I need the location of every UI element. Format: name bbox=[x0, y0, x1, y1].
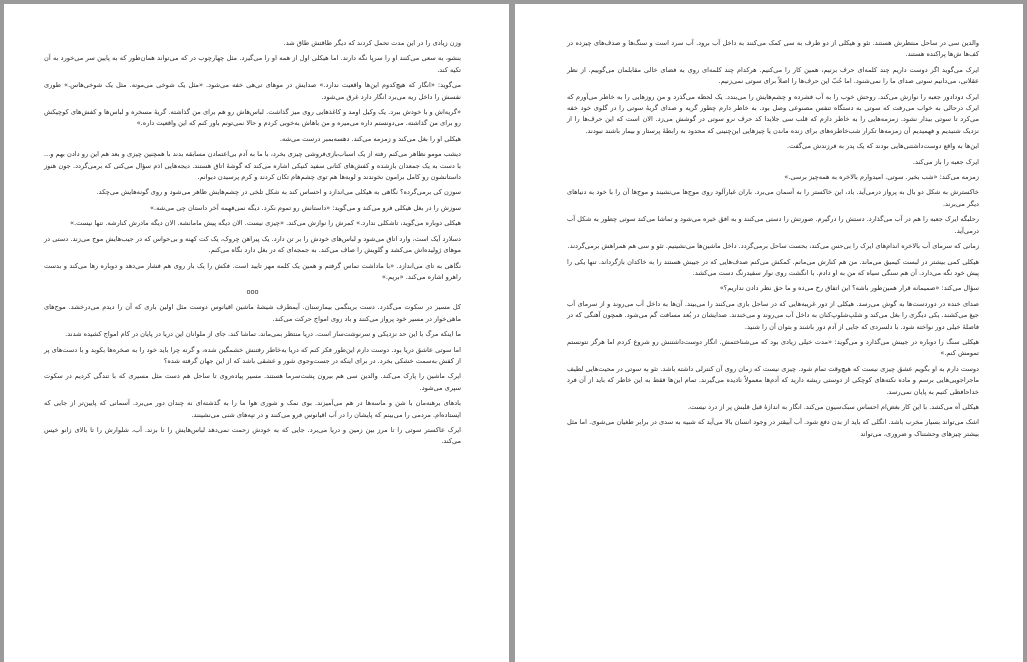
right-paragraph-13: هیکلی سنگ را دوباره در جیبش می‌گذارد و می‌گوید: «مدت خیلی زیادی بود که می‌شناختمش. انگار دوست‌داشتنش رو شروع کردم اما هرگز نتونستم تمومش کنم.» bbox=[567, 337, 979, 358]
right-paragraph-16: اشک می‌تواند بسیار مخرب باشد. انگلی که باید از بدن دفع شود. آب آبیقتر در وجود انسان بالا می‌آید که شبیه به سدی در برابر طغیان می‌شوی. اما مثل بیشتر چیزهای وحشتناک و ضروری، می‌تواند bbox=[567, 418, 979, 438]
left-paragraph-8: سوزش را در بغل هیکلی فرو می‌کند و می‌گوید: «داستانش رو تموم نکرد. دیگه نمی‌فهمه آخر داستان چی می‌شه.» bbox=[149, 203, 461, 212]
section-separator: ooo bbox=[246, 288, 259, 297]
document-page-right bbox=[515, 4, 1023, 662]
right-paragraph-15: هیکلی آه می‌کشد. با این کار بغض‌ام احساس سبک‌سیون می‌کند. انگار به اندازهٔ قبل قلبش پر از درد نیست. bbox=[687, 402, 979, 411]
left-paragraph-15: ایرک ماشین را پارک می‌کند. والدین سی هم بیرون پشت‌سرما هستند. مسیر پیاده‌روی تا ساحل هم دست مثل مسیری که با تندگی کردیم در سکوت سپری می‌شود. bbox=[44, 372, 461, 392]
right-paragraph-6: زمزمه می‌کند: «شب بخیر. سوتی. امیدوارم بالاخره به همه‌چیز برسی.» bbox=[784, 173, 979, 182]
right-paragraph-1: والدین سی در ساحل منتظرش هستند. تئو و هیکلی از دو طرف به سی کمک می‌کنند به داخل آب برود. آب سرد است و سنگ‌ها و صدف‌های چیزده در کف‌ها ش‌ها پراکنده هستند. bbox=[567, 39, 979, 59]
right-paragraph-10: هیکلی کمی بیشتر در لبست کیمیق می‌ماند. من هم کنارش می‌مانم. کمکش می‌کنم صدف‌هایی که در جیبش هستند را به خاکدان بازگرداند. تنها یکی را پیش خود نگه می‌دارد. آن هم سنگی سیاه که من به او دادم. با انگشت روی نوار سفیدرنگ دست می‌کشد. bbox=[567, 257, 979, 277]
left-paragraph-5: هیکلی او را بغل می‌کند و زمزمه می‌کند. دهسه‌بمبر درست می‌شه. bbox=[279, 134, 461, 143]
right-paragraph-12: صدای خنده در دوردست‌ها به گوش می‌رسد. هیکلی از دور غریبه‌هایی که در ساحل بازی می‌کنند را می‌بیند. آن‌ها به داخل آب می‌روند و از سرمای آب جیغ می‌کشند. یکی دیگری را بغل می‌کند و شلپ‌شلوپ‌کنان به داخل آب می‌روند و می‌خندند. صدایشان در بُعد مسافت گم می‌شود. همچون آهنگی که در فاصلهٔ خیلی دور نواخته شود. با دلسردی که جایی از آدم دور باشند و بتوان آن را شنید. bbox=[567, 299, 979, 331]
left-paragraph-17: ایرک عاکستر سوتی را تا مرز بین زمین و دریا می‌برد. جایی که به خودش زحمت نمی‌دهد لباس‌هایش را تا بزند. آب، شلوارش را تا بالای زانو خیس می‌کند. bbox=[44, 425, 461, 446]
left-paragraph-7: سوزن کی برمی‌گرده؟ نگاهی به هیکلی می‌اندازد و احساس کند به شکل تلخی در چشم‌هایش ظاهر می‌شود و روی گونه‌هایش می‌چکد. bbox=[96, 188, 461, 197]
left-paragraph-6: دیشب مومو نظاهر می‌کنم رفته از یک اسباب‌بازی‌فروشی چیزی بخرد، با ما به آدم بی‌اعتمادن مسابقه بدند با همچنین چیزی و بعد هم این رو دادن بهم و... با دست به یک جمعدان بازشده و کفش‌های کتانی سفید کنیکی اشاره می‌کند که گوشهٔ اتاق هستند. دیجه‌هایی اذم سؤال می‌کنی که برمی‌گردد. جون هنوز داستانشون رو کامل برامون نخوندند و لوبه‌ها هم توی چشم‌هام تکان کردند و کرم پرسیدن دیوانم. bbox=[44, 150, 461, 182]
left-paragraph-1: وزن زیادی را در این مدت تحمل کردند که دیگر طاقتش طاق شد. bbox=[283, 39, 461, 47]
left-paragraph-14: اما سوتی عاشق دریا بود. دوست دارم این‌طور فکر کنم که دریا به‌خاطر رفتنش خشمگین شده، و گرنه چرا باید خود را به صخره‌ها بکوبد و با دست‌های پر از کفش به‌سمت خشکی بخرد. در برای اینکه در جست‌وجوی شور و عشقی باشد که از این جهان گرفته شده؟ bbox=[44, 345, 461, 365]
right-paragraph-14: دوست دارم به او بگویم عشق چیزی نیست که هیچ‌وقت تمام شود. چیزی نیست که زمان روی آن کنترلی داشته باشد. تئو به سوتی در محیت‌هایی لطیف ماجراجویی‌هایی برسم و ماده نکته‌های کوچکی از دوستی ریشه دارید که آدم‌ها معمولاً نادیده می‌گیرند. تمام این‌ها فقط به این خاطر که باید از آن فرد خداحافظی کنیم به پایان نمی‌رسد. bbox=[567, 364, 979, 396]
right-paragraph-11: سؤال می‌کند: «صمیمانه قرار همین‌طور باشه؟ این اتفاق رخ می‌ده و ما حق نظر دادن نداریم؟» bbox=[719, 284, 979, 293]
left-paragraph-3: می‌گوید: «انگار که هیچ‌کدوم این‌ها واقعیت ندارد.» صدایش در موهای تی‌هی خفه می‌شود. «مثل یک شوخی می‌مونه. مثل یک شوخی‌هاس.» طوری نفسش را داخل ریه می‌برد انگار دارد غرق می‌شود. bbox=[44, 81, 461, 101]
right-paragraph-2: ایرک می‌گوید اگر دوست داریم چند کلمه‌ای حرف بزنیم، همین کار را می‌کنیم. هرکدام چند کلمه‌ای روی به فضای خالی مقابلمان می‌گوییم. از نظر عقلانی، می‌دانیم سوتی صدای ما را نمی‌شنود. اما حُبّ این حرف‌ها را اصلاً برای سوتی نمی‌زنیم. bbox=[567, 65, 979, 86]
left-paragraph-13: ما اینکه مرگ با این حد نزدیکی و سرنوشت‌ساز است. دریا منتظر بمی‌ماند. تماشا کند. جای از ملوانان این دریا در پایان در کام امواج کشیده شدند. bbox=[65, 330, 461, 339]
right-paragraph-3: ایرک دودادور جعبه را نوازش می‌کند. روحش خوب را به آب فشرده و چشم‌هایش را می‌بندد. یک لحظه می‌گذرد و من روزهایی را به خاطر می‌آورم که ایرک درحالی به خواب می‌رفت که سوتی به دستگاه تنفس مصنوعی وصل بود. به خاطر دارم چطور گریه و صدای گریهٔ سوتی را در گلوی خود خفه می‌کرد تا سوتی بیدار نشود. زمزمه‌هایی را به خاطر دارم که قلب سی جلایدا کد حرف نرو سوتی در گوشش می‌زد. الان است که این حرف‌ها را از نزدیک شنیدیم و فهمیدیم آن زمزمه‌ها تکرار شب‌خاطره‌های برای زنده ماندن یا چیزهایی این‌چنینی که محدود به رابطهٔ پرستار و بیمار باشند نبودند. bbox=[567, 92, 979, 135]
left-paragraph-9: هیکلی دوباره می‌گوید، تاشکلی ندارد.» کمرش را نوازش می‌کند. «چیزی نیست. الان دیگه پیش مامانشه. الان دیگه مادرش کنارشه. تنها نیست.» bbox=[69, 219, 461, 228]
left-paragraph-4: «گریه‌اش و با خودش ببرد. یک وکیل اومد و کاغذهایی روی میز گذاشت. لباس‌هاش رو هم برای من گذاشته. گریهٔ مسخره و لباس‌ها و کفش‌های کوچیکش رو برای من گذاشته. می‌دونستم داره می‌میره و من باهاش به‌خوبی کردم و حالا نمی‌تونم باور کنم که این واقعیت داره.» bbox=[44, 108, 461, 128]
document-page-left bbox=[4, 4, 509, 662]
right-paragraph-9: زمانی که سرمای آب بالاخره اندام‌های ایرک را بی‌حس می‌کند، بحست ساحل برمی‌گردد. داخل ماشین‌ها می‌نشینیم. تئو و سی هم همراهش برمی‌گردند. bbox=[567, 242, 979, 251]
left-paragraph-16: بادهای برهنه‌مان با شن و ماسه‌ها در هم می‌آمیزند. بوی نمک و شوری هوا ما را به گذشته‌ای نه چندان دور می‌برد. آسمانی که پایین‌تر از جایی که ایستاده‌ام. مردمی را می‌بینم که پایشان را در آب اقیانوس فرو می‌کنند و در تپه‌های شنی می‌نشینند. bbox=[44, 399, 461, 419]
right-paragraph-5: ایرک جعبه را باز می‌کند. bbox=[912, 157, 979, 166]
left-paragraph-11: نگاهی به تای می‌اندازد. «با ماداشت تماس گرفتم و همین یک کلمه مهر تایید است. فکش را یک بار روی هم فشار می‌دهد و دوباره رها می‌کند و بدست راهرو اشاره می‌کند. «بریم.» bbox=[44, 261, 461, 281]
right-paragraph-8: رحلبگه ایرک جعبه را هم در آب می‌گذارد. دستش را درگیرم. صورتش را دستی می‌کنند و به افق خیره می‌شود و تماشا می‌کند سوتی چطور به شکل آب درمی‌آید. bbox=[567, 215, 979, 235]
left-paragraph-10: دسلارد آیک است، وارد اتاق می‌شود و لباس‌های خودش را بر تن دارد. یک پیراهن چروک، یک کت کهنه و بی‌حواس که در جیب‌هایش موج می‌زند. دستی در موهای ژولیده‌اش می‌کشد و گلویش را صاف می‌کند. به جمجه‌ای که در بغل دارد نگاه می‌کنم. bbox=[44, 234, 461, 255]
left-paragraph-2: بنشو، به سعی می‌کنند او را سرپا نگه دارند. اما هیکلی اول از همه او را می‌گیرد. مثل چهارچوب در که می‌تواند همان‌طور که به پایین سر می‌خورد به آن تکیه کند. bbox=[44, 54, 461, 74]
left-paragraph-12: کل مسیر در سکوت می‌گذرد. دست برینگمی بیمارستان. آیمطرف شیشهٔ ماشین اقیانوس دوست مثل اولین باری که آن را دیدم می‌درخشد. موج‌های ماهی‌خوار در مسیر خود پرواز می‌کنند و باد روی امواج حرکت می‌کند. bbox=[44, 303, 461, 323]
right-paragraph-7: خاکسترش به شکل دو بال به پرواز درمی‌آید. باد، این خاکستر را به آسمان می‌برد. باران غبارآلود روی موج‌ها می‌نشیند و موج‌ها آن را با خود به دنیاهای دیگر می‌برند. bbox=[567, 188, 979, 208]
right-paragraph-4: این‌ها به واقع دوست‌داشتنی‌هایی بودند که یک پدر به فرزندش می‌گفت. bbox=[786, 142, 979, 151]
